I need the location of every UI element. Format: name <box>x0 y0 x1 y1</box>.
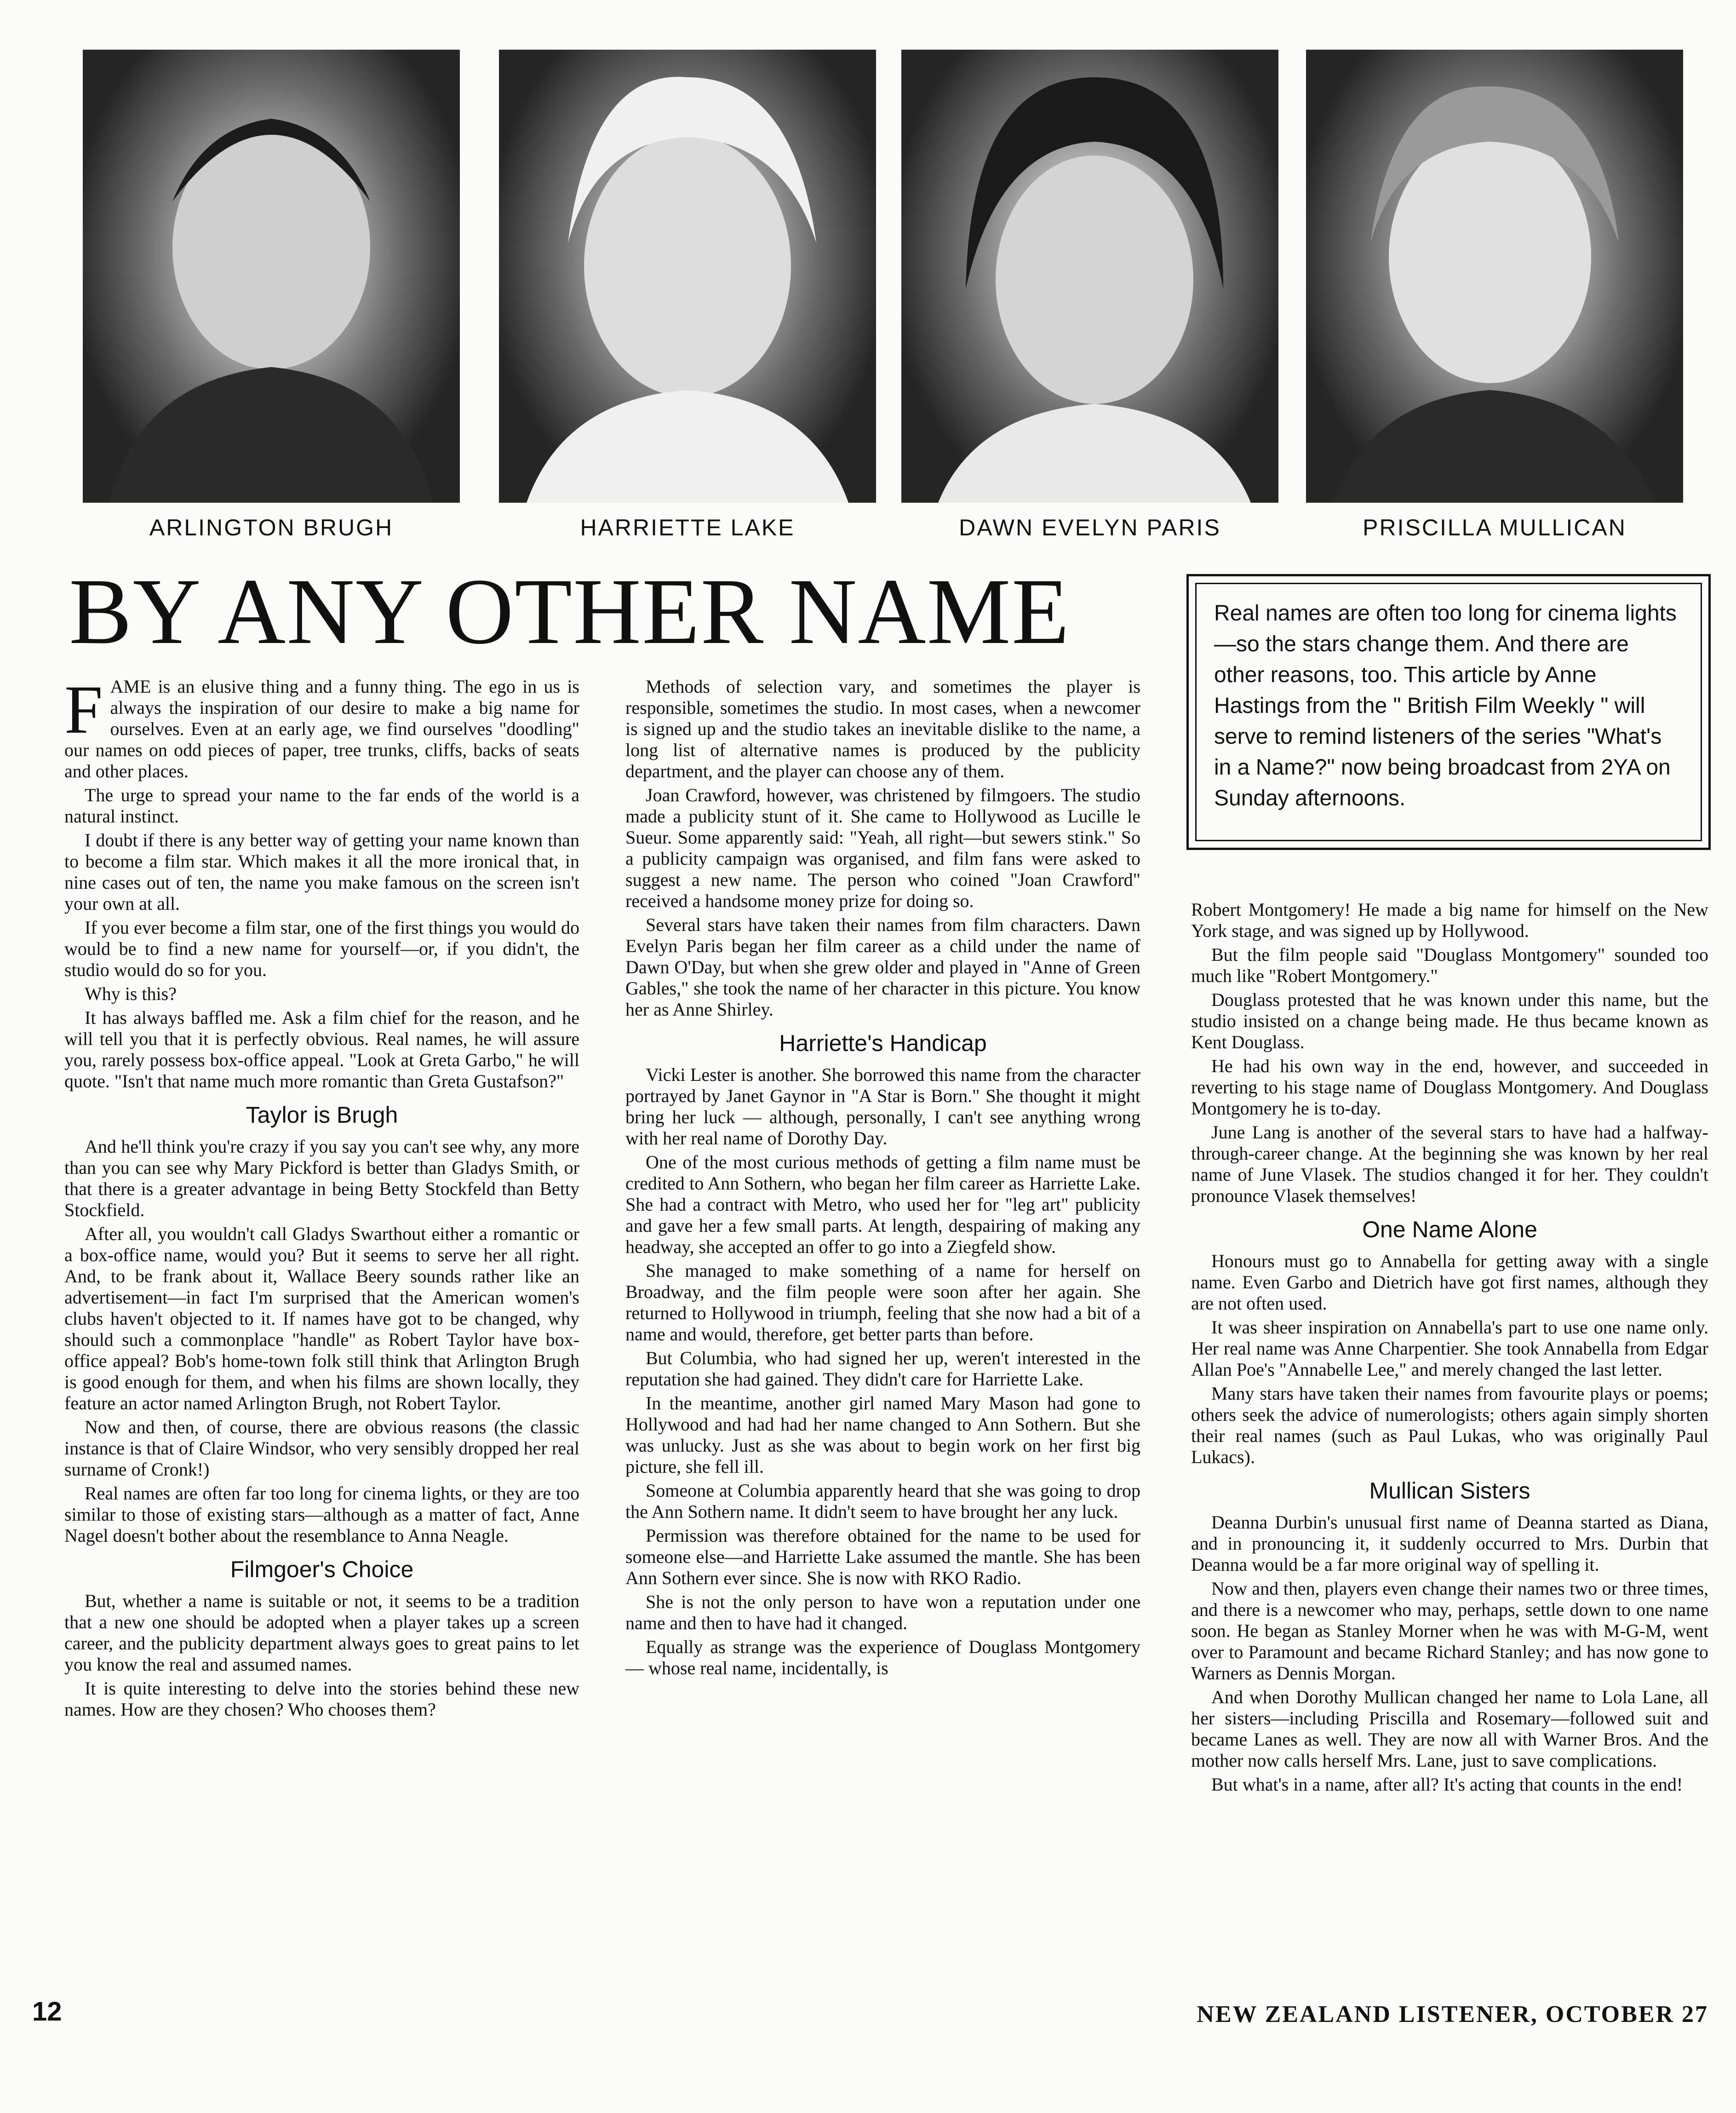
photo-caption: ARLINGTON BRUGH <box>149 515 394 540</box>
page-number: 12 <box>32 1997 62 2027</box>
paragraph: He had his own way in the end, however, and succeeded in reverting to his stage name of Douglass Montgomery. And Douglass Montgomery he is to-day. <box>1191 1056 1708 1119</box>
paragraph: Joan Crawford, however, was christened by filmgoers. The studio made a publicity stunt of it. She came to Hollywood as Lucille le Sueur. Some apparently said: "Yeah, all right—but sewers stink." So a publicity campaign was organised, and film fans were asked to suggest a new name. The person who coined "Joan Crawford" received a handsome money prize for doing so. <box>625 785 1140 911</box>
paragraph: Deanna Durbin's unusual first name of Deanna started as Diana, and in pronouncing it, it suddenly occurred to Mrs. Durbin that Deanna would be a far more original way of spelling it. <box>1191 1512 1708 1575</box>
paragraph: After all, you wouldn't call Gladys Swarthout either a romantic or a box-office name, would you? But it seems to serve her all right. And, to be frank about it, Wallace Beery sounds rather like an advertisement—in fact I'm surprised that the American women's clubs haven't objected to it. If names have got to be changed, why should such a commonplace "handle" as Robert Taylor have box-office appeal? Bob's home-town folk still think that Arlington Brugh is good enough for them, and when his films are shown locally, they feature an actor named Arlington Brugh, not Robert Taylor. <box>64 1223 579 1413</box>
subheading: Mullican Sisters <box>1369 1478 1530 1504</box>
portrait-silhouette-icon <box>901 50 1278 503</box>
paragraph: Methods of selection vary, and sometimes the player is responsible, sometimes the studio. In most cases, when a newcomer is signed up and the studio takes an inevitable dislike to the name, a long list of alternative names is produced by the publicity department, and the player can choose any of them. <box>625 676 1140 781</box>
photo-caption: DAWN EVELYN PARIS <box>959 515 1221 540</box>
paragraph: But, whether a name is suitable or not, it seems to be a tradition that a new one should be adopted when a player takes up a screen career, and the publicity department always goes to great pains to let you know the real and assumed names. <box>64 1590 579 1675</box>
intro-box <box>1186 574 1711 850</box>
paragraph: And he'll think you're crazy if you say you can't see why, any more than you can see why Mary Pickford is better than Gladys Smith, or that there is a greater advantage in being Betty Stockfeld than Betty Stockfield. <box>64 1136 579 1220</box>
paragraph: Real names are often far too long for cinema lights, or they are too similar to those of existing stars—although as a matter of fact, Anne Nagel doesn't bother about the resemblance to Anna Neagle. <box>64 1483 579 1546</box>
paragraph: But Columbia, who had signed her up, weren't interested in the reputation she had gained. They didn't care for Harriette Lake. <box>625 1348 1140 1390</box>
paragraph: And when Dorothy Mullican changed her name to Lola Lane, all her sisters—including Priscilla and Rosemary—followed suit and became Lanes as well. They are now all with Warner Bros. And the mother now calls herself Mrs. Lane, just to save complications. <box>1191 1687 1708 1771</box>
paragraph: Now and then, players even change their names two or three times, and there is a newcomer who may, perhaps, settle down to one name soon. He began as Stanley Morner when he was with M-G-M, went over to Paramount and became Richard Stanley; and has now gone to Warners as Dennis Morgan. <box>1191 1578 1708 1683</box>
paragraph: Honours must go to Annabella for getting away with a single name. Even Garbo and Dietrich have got first names, although they are not often used. <box>1191 1251 1708 1314</box>
article-title: BY ANY OTHER NAME <box>69 559 1070 664</box>
subheading: Taylor is Brugh <box>246 1102 398 1128</box>
portrait-silhouette-icon <box>499 50 876 503</box>
paragraph: If you ever become a film star, one of the first things you would do would be to find a new name for yourself—or, if you didn't, the studio would do so for you. <box>64 917 579 980</box>
paragraph: The urge to spread your name to the far ends of the world is a natural instinct. <box>64 785 579 827</box>
photo-arlington-brugh <box>83 50 460 503</box>
article-column-2 <box>625 676 1140 1682</box>
paragraph: Why is this? <box>85 983 177 1004</box>
paragraph: Many stars have taken their names from favourite plays or poems; others seek the advice of numerologists; others again simply shorten their real names (such as Paul Lukas, who was originally Paul Lukacs). <box>1191 1383 1708 1467</box>
paragraph: Equally as strange was the experience of Douglass Montgomery — whose real name, incidentally, is <box>625 1636 1140 1678</box>
paragraph: Now and then, of course, there are obvious reasons (the classic instance is that of Claire Windsor, who very sensibly dropped her real surname of Cronk!) <box>64 1417 579 1480</box>
photo-caption: HARRIETTE LAKE <box>580 515 795 540</box>
photo-priscilla-mullican <box>1306 50 1683 503</box>
photo-caption: PRISCILLA MULLICAN <box>1363 515 1627 540</box>
intro-text: Real names are often too long for cinema lights—so the stars change them. And there are other reasons, too. This article by Anne Hastings from the " British Film Weekly " will serve to remind listeners of the series "What's in a Name?" now being broadcast from 2YA on Sunday afternoons. <box>1195 583 1702 841</box>
drop-cap: F <box>64 672 103 748</box>
paragraph: FAME is an elusive thing and a funny thing. The ego in us is always the inspiration of our desire to make a big name for ourselves. Even at an early age, we find ourselves "doodling" our names on odd pieces of paper, tree trunks, cliffs, backs of seats and other places. <box>64 672 579 781</box>
paragraph: Someone at Columbia apparently heard that she was going to drop the Ann Sothern name. It didn't seem to have brought her any luck. <box>625 1480 1140 1522</box>
subheading: One Name Alone <box>1362 1217 1537 1242</box>
article-column-1 <box>64 672 579 1723</box>
paragraph: Vicki Lester is another. She borrowed this name from the character portrayed by Janet Gaynor in "A Star is Born." She thought it might bring her luck — although, personally, I can't see anything wrong with her real name of Dorothy Day. <box>625 1064 1140 1148</box>
paragraph: It is quite interesting to delve into the stories behind these new names. How are they chosen? Who chooses them? <box>64 1678 579 1720</box>
paragraph: In the meantime, another girl named Mary Mason had gone to Hollywood and had had her name changed to Ann Sothern. But she was unlucky. Just as she was about to begin work on her first big picture, she fell ill. <box>625 1393 1140 1477</box>
paragraph: It was sheer inspiration on Annabella's part to use one name only. Her real name was Anne Charpentier. She took Annabella from Edgar Allan Poe's "Annabelle Lee," and merely changed the last letter. <box>1191 1317 1708 1380</box>
paragraph: Robert Montgomery! He made a big name for himself on the New York stage, and was signed up by Hollywood. <box>1191 899 1708 941</box>
paragraph: But the film people said "Douglass Montgomery" sounded too much like "Robert Montgomery." <box>1191 944 1708 986</box>
portrait-silhouette-icon <box>83 50 460 503</box>
photo-dawn-evelyn-paris <box>901 50 1278 503</box>
paragraph: But what's in a name, after all? It's acting that counts in the end! <box>1211 1774 1683 1795</box>
paragraph: She managed to make something of a name for herself on Broadway, and the film people were soon after her again. She returned to Hollywood in triumph, feeling that she now had a bit of a name and would, therefore, get better parts than before. <box>625 1260 1140 1344</box>
publication-line: NEW ZEALAND LISTENER, OCTOBER 27 <box>1197 2001 1708 2027</box>
photo-harriette-lake <box>499 50 876 503</box>
paragraph: I doubt if there is any better way of getting your name known than to become a film star. Which makes it all the more ironical that, in nine cases out of ten, the name you make famous on the screen isn't your own at all. <box>64 830 579 914</box>
subheading: Filmgoer's Choice <box>230 1556 414 1582</box>
subheading: Harriette's Handicap <box>779 1030 987 1056</box>
paragraph: One of the most curious methods of getting a film name must be credited to Ann Sothern, who began her film career as Harriette Lake. She had a contract with Metro, who used her for "leg art" publicity and gave her a few small parts. At length, despairing of making any headway, she accepted an offer to go into a Ziegfeld show. <box>625 1152 1140 1257</box>
portrait-silhouette-icon <box>1306 50 1683 503</box>
paragraph: Douglass protested that he was known under this name, but the studio insisted on a change being made. He thus became known as Kent Douglass. <box>1191 989 1708 1052</box>
paragraph: She is not the only person to have won a reputation under one name and then to have had it changed. <box>625 1591 1140 1633</box>
article-column-3 <box>1191 899 1708 1798</box>
paragraph: June Lang is another of the several stars to have had a halfway-through-career change. At the beginning she was known by her real name of June Vlasek. The studios changed it for her. They couldn't pronounce Vlasek themselves! <box>1191 1122 1708 1206</box>
paragraph: Several stars have taken their names from film characters. Dawn Evelyn Paris began her film career as a child under the name of Dawn O'Day, but when she grew older and played in "Anne of Green Gables," she took the name of her character in this picture. You know her as Anne Shirley. <box>625 914 1140 1020</box>
paragraph: Permission was therefore obtained for the name to be used for someone else—and Harriette Lake assumed the mantle. She has been Ann Sothern ever since. She is now with RKO Radio. <box>625 1525 1140 1588</box>
paragraph: It has always baffled me. Ask a film chief for the reason, and he will tell you that it is perfectly obvious. Real names, he will assure you, rarely possess box-office appeal. "Look at Greta Garbo," he will quote. "Isn't that name much more romantic than Greta Gustafson?" <box>64 1007 579 1091</box>
